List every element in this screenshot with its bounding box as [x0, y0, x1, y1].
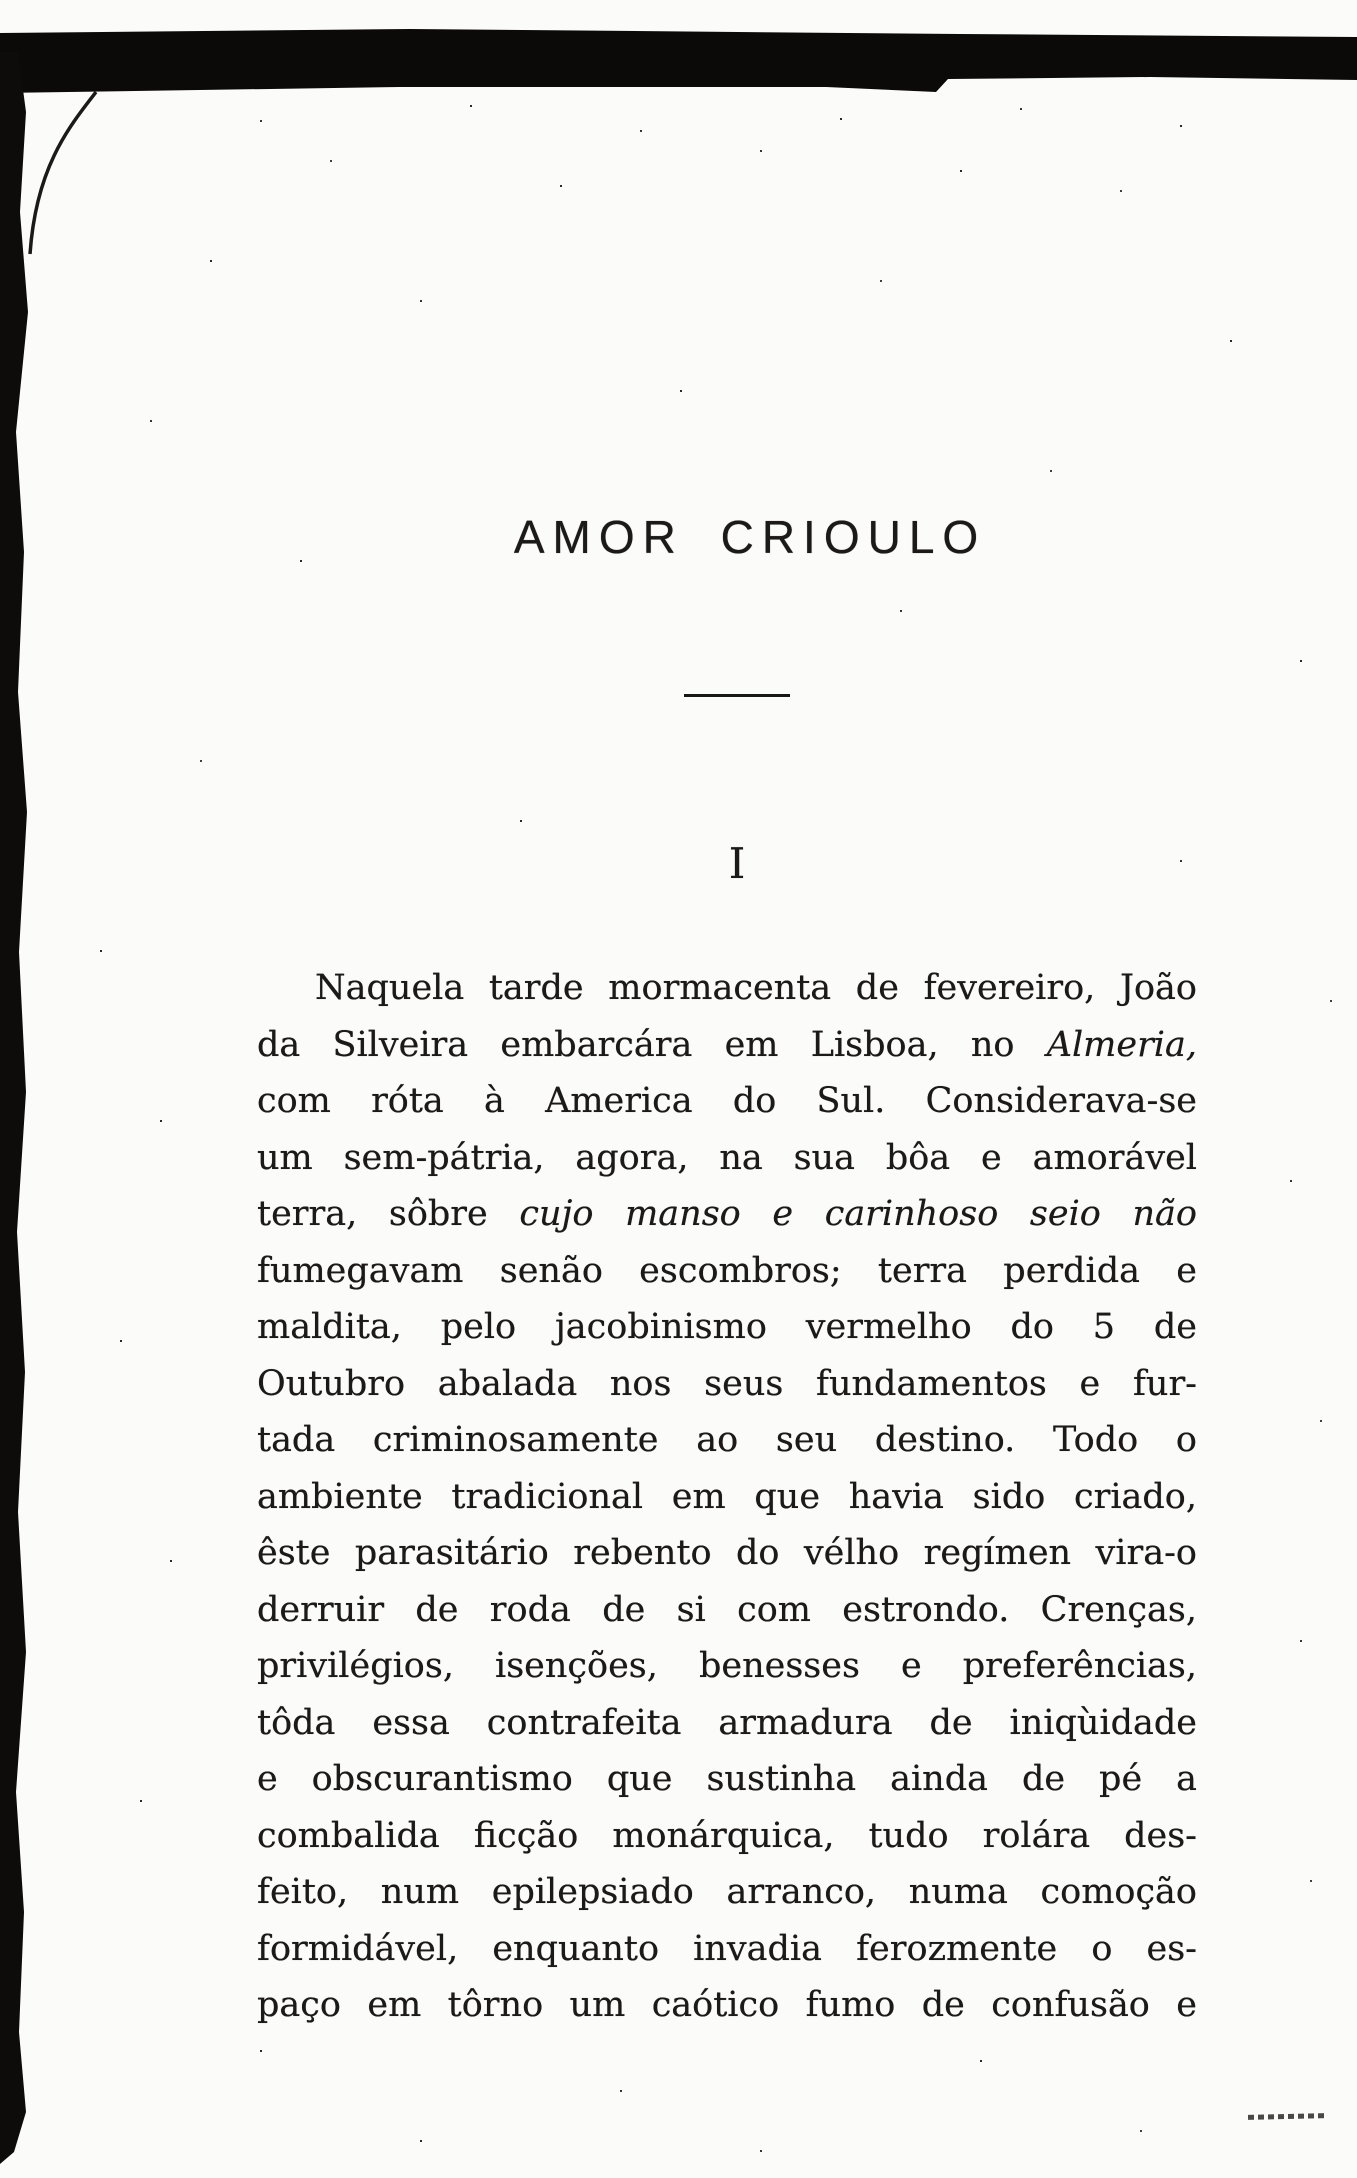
body-line: êste parasitário rebento do vélho regímen vira-o — [257, 1533, 1197, 1573]
body-line: derruir de roda de si com estrondo. Crenças, — [257, 1589, 1197, 1630]
body-line: fumegavam senão escombros; terra perdida e — [257, 1250, 1197, 1291]
chapter-numeral: I — [728, 839, 746, 888]
body-line: combalida ficção monárquica, tudo rolára des- — [257, 1815, 1197, 1856]
body-line: feito, num epilepsiado arranco, numa comoção — [257, 1872, 1197, 1912]
body-line: ambiente tradicional em que havia sido criado, — [257, 1476, 1197, 1517]
body-line: Outubro abalada nos seus fundamentos e fur- — [257, 1363, 1197, 1404]
body-line: tôda essa contrafeita armadura de iniqùidade — [257, 1702, 1197, 1743]
body-line: tada criminosamente ao seu destino. Todo o — [257, 1420, 1197, 1460]
body-line: Naquela tarde mormacenta de fevereiro, João — [315, 968, 1197, 1008]
body-line: terra, sôbre cujo manso e carinhoso seio não — [257, 1194, 1197, 1234]
body-line: maldita, pelo jacobinismo vermelho do 5 de — [257, 1307, 1197, 1347]
body-paragraph — [257, 960, 1197, 2034]
body-line: privilégios, isenções, benesses e preferências, — [257, 1646, 1197, 1686]
body-line: da Silveira embarcára em Lisboa, no Almeria, — [257, 1024, 1197, 1065]
body-line: um sem-pátria, agora, na sua bôa e amorável — [257, 1137, 1197, 1178]
body-line: paço em tôrno um caótico fumo de confusão e — [257, 1985, 1197, 2025]
chapter-title: AMOR CRIOULO — [513, 511, 987, 563]
title-divider — [684, 694, 790, 697]
body-line: com róta à America do Sul. Considerava-se — [257, 1081, 1197, 1121]
body-line: e obscurantismo que sustinha ainda de pé a — [257, 1759, 1197, 1799]
body-line: formidável, enquanto invadia ferozmente o es- — [257, 1928, 1197, 1969]
